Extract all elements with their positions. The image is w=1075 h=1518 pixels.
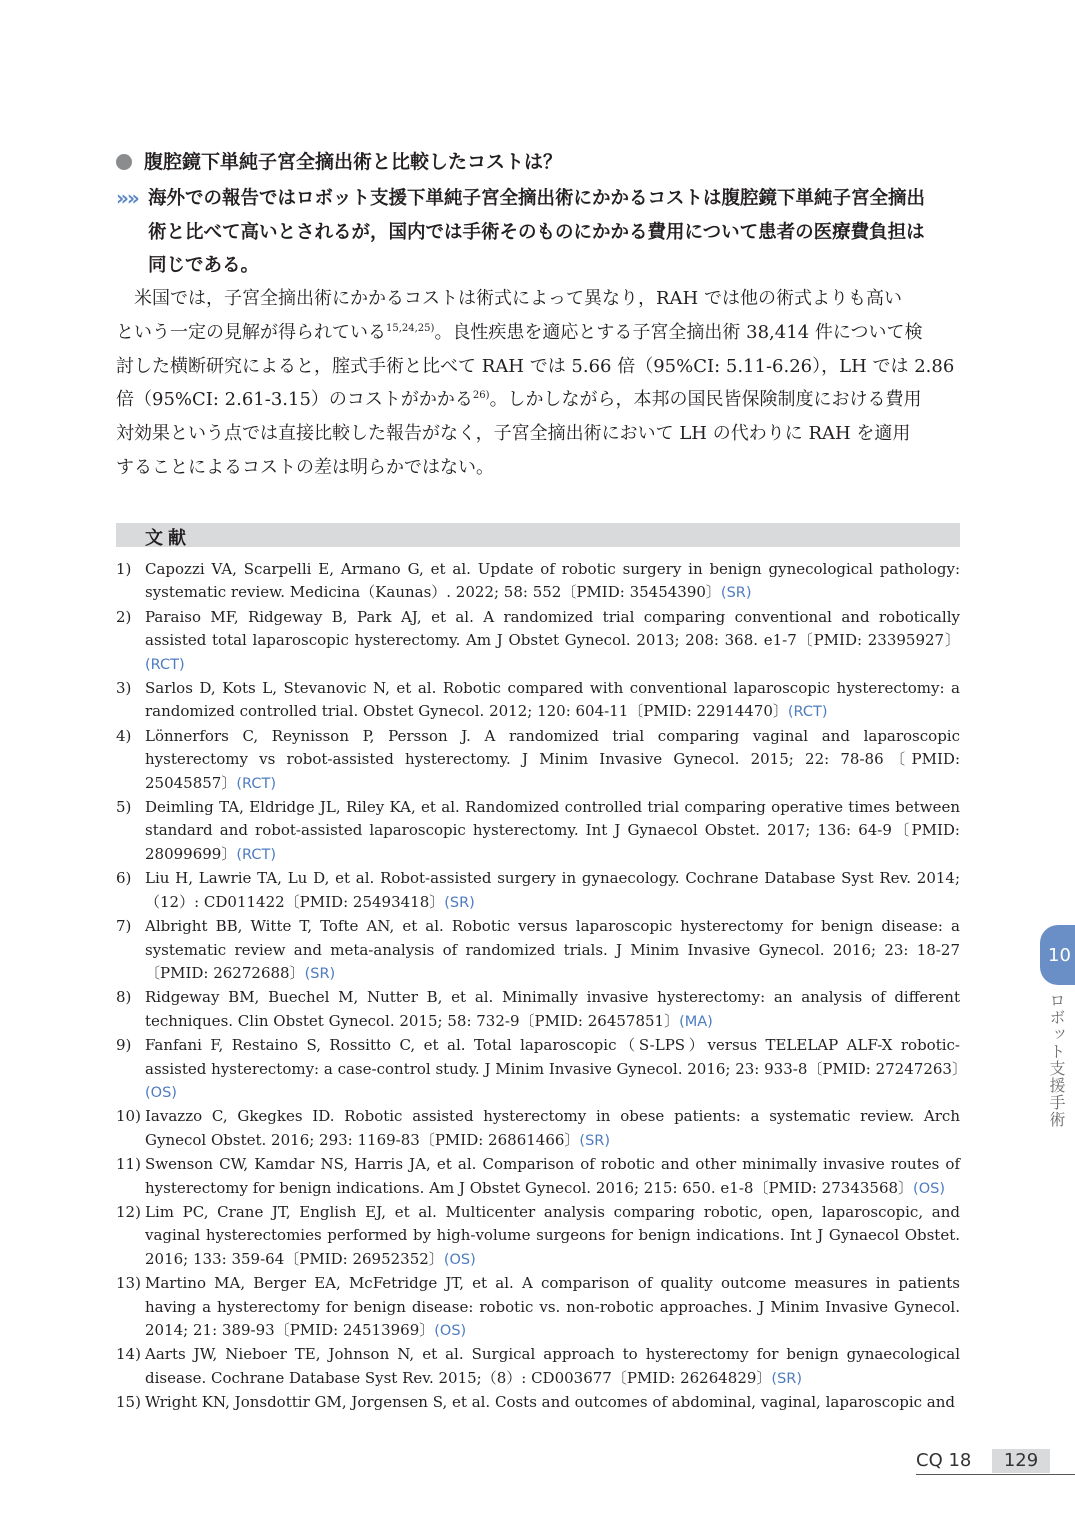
evidence-level-tag: (SR): [444, 894, 475, 911]
evidence-level-tag: (OS): [913, 1180, 945, 1197]
body-line: することによるコストの差は明らかではない。: [116, 456, 494, 478]
body-line: 討した横断研究によると，腟式手術と比べて RAH では 5.66 倍（95%CI: 5.11-6.26），LH では 2.86: [116, 355, 955, 377]
chapter-title: ロボット支援手術: [1047, 992, 1066, 1128]
chapter-tab: [1040, 925, 1075, 985]
reference-text: Lönnerfors C, Reynisson P, Persson J. A randomized trial comparing vaginal and laparoscopic hysterectomy vs robot-assisted hysterectomy. J Minim Invasive Gynecol. 2015; 22: 78-86〔PMID: 25045857〕: [145, 726, 960, 792]
reference-number: 9): [116, 1036, 132, 1055]
evidence-level-tag: (SR): [579, 1132, 611, 1149]
reference-item: [116, 915, 960, 986]
reference-item: [116, 725, 960, 796]
reference-text: Paraiso MF, Ridgeway B, Park AJ, et al. A randomized trial comparing conventional and robotically assisted total laparoscopic hysterectomy. Am J Obstet Gynecol. 2013; 208: 368. e1-7〔PMID: 23395927〕: [145, 607, 960, 650]
references-header: [116, 523, 960, 547]
reference-number: 7): [116, 917, 132, 936]
question-heading: [116, 148, 960, 176]
reference-text: Aarts JW, Nieboer TE, Johnson N, et al. Surgical approach to hysterectomy for benign gynaecological disease. Cochrane Database Syst Rev. 2015;（8）: CD003677〔PMID: 26264829〕: [145, 1345, 960, 1387]
body-text: 米国では，子宮全摘出術にかかるコストは術式によって異なり，RAH では他の術式よりも高い: [134, 288, 902, 309]
body-line: [116, 282, 966, 316]
evidence-level-tag: (OS): [145, 1084, 177, 1101]
evidence-level-tag: (OS): [434, 1323, 467, 1339]
reference-text: Ridgeway BM, Buechel M, Nutter B, et al. Minimally invasive hysterectomy: an analysis of different techniques. Clin Obstet Gynecol. 2015; 58: 732-9〔PMID: 26457851〕: [145, 988, 960, 1030]
references-list: [116, 558, 967, 1415]
reference-item: [116, 796, 960, 867]
reference-number: 14): [116, 1345, 141, 1364]
reference-item: [116, 1034, 967, 1105]
reference-number: 2): [116, 607, 132, 626]
reference-number: 8): [116, 988, 132, 1007]
reference-text: Wright KN, Jonsdottir GM, Jorgensen S, et al. Costs and outcomes of abdominal, vaginal, laparoscopic and: [145, 1393, 955, 1412]
reference-text: Sarlos D, Kots L, Stevanovic N, et al. Robotic compared with conventional laparoscopic hysterectomy: a randomized controlled trial. Obstet Gynecol. 2012; 120: 604-11〔PMID: 22914470〕: [145, 679, 960, 721]
reference-text: Fanfani F, Restaino S, Rossitto C, et al. Total laparoscopic（S-LPS）versus TELELAP ALF-X robotic-assisted hysterectomy: a case-control study. J Minim Invasive Gynecol. 2016; 23: 933-8〔PMID: 27247263〕: [145, 1036, 967, 1078]
reference-number: 11): [116, 1155, 141, 1174]
body-text: 倍（95%CI: 2.61-3.15）のコストがかかる: [116, 389, 473, 411]
evidence-level-tag: (SR): [304, 965, 336, 982]
answer-line: 術と比べて高いとされるが，国内では手術そのものにかかる費用について患者の医療費負担は: [148, 221, 925, 243]
answer-chevron-icon: »»: [116, 186, 138, 210]
reference-item: [116, 1343, 960, 1391]
chapter-number: 10: [1048, 944, 1071, 966]
reference-number: 15): [116, 1393, 141, 1412]
reference-text: Martino MA, Berger EA, McFetridge JT, et al. A comparison of quality outcome measures in patients having a hysterectomy for benign disease: robotic vs. non-robotic approaches. J Minim Invasive Gynecol. 2014; 21: 389-93〔PMID: 24513969〕: [145, 1274, 960, 1339]
reference-item: [116, 677, 960, 725]
reference-number: 12): [116, 1202, 141, 1221]
evidence-level-tag: (SR): [720, 585, 752, 602]
answer-block: [116, 182, 966, 283]
answer-line: 同じである。: [148, 255, 260, 276]
reference-text: Albright BB, Witte T, Tofte AN, et al. Robotic versus laparoscopic hysterectomy for benign disease: a systematic review and meta-analysis of randomized trials. J Minim Invasive Gynecol. 2016; 23: 18-27〔PMID: 26272688〕: [145, 917, 960, 982]
reference-item: [116, 558, 960, 606]
answer-line: 海外での報告ではロボット支援下単純子宮全摘出術にかかるコストは腹腔鏡下単純子宮全摘出: [148, 188, 926, 209]
reference-item: [116, 606, 960, 677]
evidence-level-tag: (SR): [771, 1370, 803, 1387]
reference-text: Deimling TA, Eldridge JL, Riley KA, et al. Randomized controlled trial comparing operative times between standard and robot-assisted laparoscopic hysterectomy. Int J Gynaecol Obstet. 2017; 136: 64-9〔PMID: 28099699〕: [145, 798, 960, 863]
body-line: [116, 316, 966, 350]
page-number: 129: [992, 1449, 1050, 1473]
reference-item: [116, 867, 960, 915]
reference-text: Liu H, Lawrie TA, Lu D, et al. Robot-assisted surgery in gynaecology. Cochrane Database Syst Rev. 2014;（12）: CD011422〔PMID: 25493418〕: [145, 869, 960, 911]
footer-rule: [916, 1474, 1075, 1475]
reference-text: Lim PC, Crane JT, English EJ, et al. Multicenter analysis comparing robotic, open, laparoscopic, and vaginal hysterectomies performed by high-volume surgeons for benign indications. Int J Gynaecol Obstet. 2016; 133: 359-64〔PMID: 26952352〕: [145, 1202, 960, 1268]
evidence-level-tag: (RCT): [236, 846, 277, 863]
reference-item: [116, 1153, 960, 1201]
evidence-level-tag: (RCT): [145, 656, 185, 673]
question-text: 腹腔鏡下単純子宮全摘出術と比較したコストは？: [144, 151, 563, 173]
evidence-level-tag: (OS): [443, 1251, 476, 1268]
body-line: [116, 383, 966, 417]
reference-number: 1): [116, 560, 132, 578]
reference-item: [116, 1201, 960, 1272]
bullet-icon: [116, 154, 132, 170]
reference-number: 13): [116, 1274, 141, 1293]
reference-number: 3): [116, 679, 132, 698]
body-line: 対効果という点では直接比較した報告がなく，子宮全摘出術において LH の代わりに RAH を適用: [116, 423, 911, 445]
body-text: 。しかしながら，本邦の国民皆保険制度における費用: [489, 389, 922, 411]
reference-item: [116, 1105, 960, 1153]
evidence-level-tag: (RCT): [236, 775, 277, 792]
evidence-level-tag: (RCT): [787, 704, 828, 721]
reference-number: 6): [116, 869, 132, 888]
reference-item: [116, 1391, 960, 1414]
citation-superscript: 26): [472, 390, 490, 402]
reference-item: [116, 986, 960, 1034]
body-text: 。良性疾患を適応とする子宮全摘出術 38,414 件について検: [434, 321, 923, 343]
reference-number: 4): [116, 726, 132, 745]
reference-text: Iavazzo C, Gkegkes ID. Robotic assisted hysterectomy in obese patients: a systematic review. Arch Gynecol Obstet. 2016; 293: 1169-83〔PMID: 26861466〕: [145, 1107, 960, 1149]
reference-text: Swenson CW, Kamdar NS, Harris JA, et al. Comparison of robotic and other minimally invasive routes of hysterectomy for benign indications. Am J Obstet Gynecol. 2016; 215: 650. e1-8〔PMID: 27343568〕: [145, 1155, 960, 1197]
evidence-level-tag: (MA): [679, 1013, 713, 1030]
reference-number: 5): [116, 798, 132, 817]
cq-label: CQ 18: [916, 1450, 972, 1471]
references-title: 文献: [145, 528, 191, 549]
reference-number: 10): [116, 1107, 141, 1126]
citation-superscript: 15,24,25): [386, 322, 435, 334]
body-paragraph: [116, 282, 966, 485]
reference-text: Capozzi VA, Scarpelli E, Armano G, et al. Update of robotic surgery in benign gynecological pathology: systematic review. Medicina（Kaunas）. 2022; 58: 552〔PMID: 35454390〕: [145, 560, 960, 602]
reference-item: [116, 1272, 960, 1343]
body-text: という一定の見解が得られている: [116, 321, 386, 343]
